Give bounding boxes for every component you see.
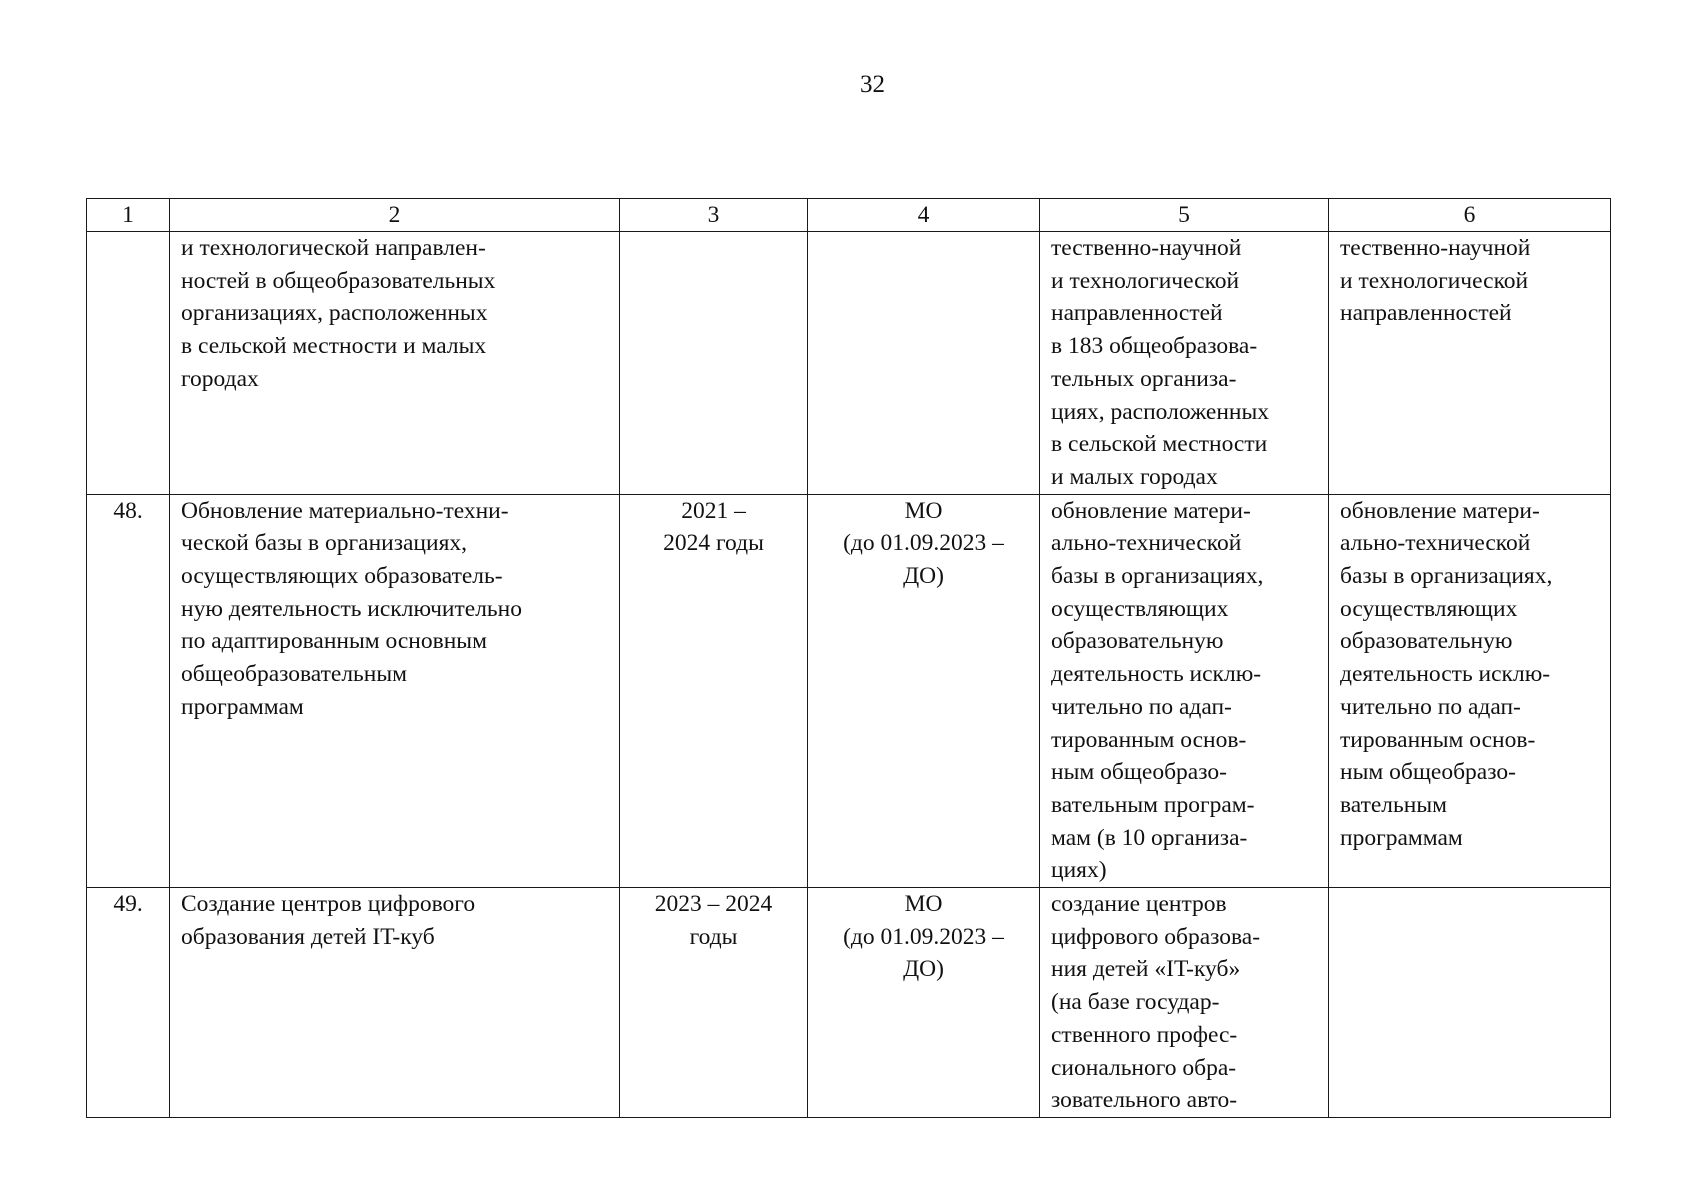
action-cell: и технологической направлен- ностей в общеобразовательных организациях, расположенных в сельской местности и малых городах: [170, 232, 620, 495]
action-cell: Создание центров цифрового образования детей IT-куб: [170, 888, 620, 1118]
column-number-6: 6: [1329, 199, 1611, 232]
indicator-cell: [1329, 888, 1611, 1118]
period-cell: 2023 – 2024 годы: [620, 888, 808, 1118]
column-number-row: [87, 199, 1611, 232]
action-cell: Обновление материально-техни- ческой базы в организациях, осуществляющих образователь- ную деятельность исключительно по адаптированным основным общеобразовательным программам: [170, 494, 620, 887]
row-number: 48.: [87, 494, 170, 887]
column-number-4: 4: [808, 199, 1040, 232]
executor-cell: МО (до 01.09.2023 – ДО): [808, 888, 1040, 1118]
executor-cell: [808, 232, 1040, 495]
row-number: [87, 232, 170, 495]
period-cell: 2021 – 2024 годы: [620, 494, 808, 887]
column-number-5: 5: [1040, 199, 1329, 232]
row-number: 49.: [87, 888, 170, 1118]
page-number: 32: [860, 71, 885, 98]
table-row: [87, 494, 1611, 887]
indicator-cell: обновление матери- ально-технической базы в организациях, осуществляющих образовательную деятельность исклю- чительно по адап- тированным основ- ным общеобразо- вательным программам: [1329, 494, 1611, 887]
plan-table: [86, 198, 1611, 1118]
executor-cell: МО (до 01.09.2023 – ДО): [808, 494, 1040, 887]
period-cell: [620, 232, 808, 495]
table-row: [87, 888, 1611, 1118]
column-number-3: 3: [620, 199, 808, 232]
column-number-1: 1: [87, 199, 170, 232]
result-cell: тественно-научной и технологической направленностей в 183 общеобразова- тельных организа- циях, расположенных в сельской местности и малых городах: [1040, 232, 1329, 495]
column-number-2: 2: [170, 199, 620, 232]
result-cell: обновление матери- ально-технической базы в организациях, осуществляющих образовательную деятельность исклю- чительно по адап- тированным основ- ным общеобразо- вательным програм- мам (в 10 организа- циях): [1040, 494, 1329, 887]
indicator-cell: тественно-научной и технологической направленностей: [1329, 232, 1611, 495]
table-row: [87, 232, 1611, 495]
result-cell: создание центров цифрового образова- ния детей «IT-куб» (на базе государ- ственного профес- сионального обра- зовательного авто-: [1040, 888, 1329, 1118]
